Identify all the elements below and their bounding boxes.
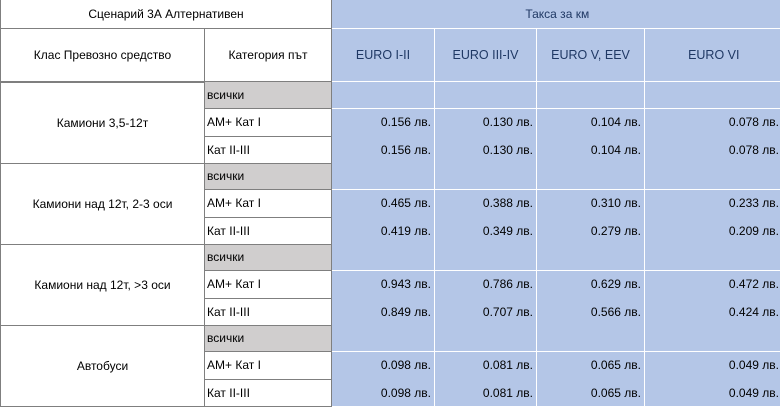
vehicle-class-header: Клас Превозно средство [1,28,205,81]
fee-value-cell: 0.156 лв. [332,136,435,163]
fee-value-cell [645,325,780,351]
euro-header: EURO I-II [332,28,435,81]
fee-value-cell: 0.310 лв. [537,189,645,217]
fee-value-cell: 0.130 лв. [435,136,537,163]
road-category-cell: всички [205,244,332,270]
road-category-cell: Кат II-III [205,217,332,244]
fee-value-cell: 0.049 лв. [645,351,780,379]
fee-value-cell: 0.098 лв. [332,379,435,406]
road-category-cell: Кат II-III [205,379,332,406]
vehicle-class-cell: Камиони над 12т, >3 оси [1,244,205,325]
road-category-header: Категория път [205,28,332,81]
fee-value-cell [435,244,537,270]
fee-value-cell: 0.065 лв. [537,379,645,406]
fee-value-cell: 0.156 лв. [332,108,435,136]
road-category-cell: АМ+ Кат I [205,270,332,298]
road-category-cell: всички [205,82,332,108]
fee-value-cell: 0.849 лв. [332,298,435,325]
fee-value-cell [537,244,645,270]
fee-title: Такса за км [332,0,780,28]
fee-value-cell: 0.209 лв. [645,217,780,244]
fee-value-cell: 0.472 лв. [645,270,780,298]
vehicle-class-cell: Автобуси [1,325,205,406]
fee-table [0,0,780,82]
road-category-cell: АМ+ Кат I [205,108,332,136]
table-row [1,244,780,270]
table-row [1,82,780,108]
fee-value-cell: 0.233 лв. [645,189,780,217]
fee-value-cell [537,163,645,189]
fee-value-cell: 0.424 лв. [645,298,780,325]
fee-value-cell: 0.629 лв. [537,270,645,298]
euro-header: EURO V, EEV [537,28,645,81]
fee-value-cell: 0.465 лв. [332,189,435,217]
road-category-cell: всички [205,163,332,189]
fee-value-cell [645,163,780,189]
fee-value-cell [645,244,780,270]
road-category-cell: Кат II-III [205,136,332,163]
euro-header: EURO VI [645,28,780,81]
fee-value-cell [645,82,780,108]
vehicle-class-cell: Камиони 3,5-12т [1,82,205,163]
fee-value-cell: 0.104 лв. [537,108,645,136]
fee-value-cell: 0.130 лв. [435,108,537,136]
fee-value-cell: 0.349 лв. [435,217,537,244]
road-category-cell: Кат II-III [205,298,332,325]
table-row [1,325,780,351]
fee-value-cell: 0.419 лв. [332,217,435,244]
fee-value-cell: 0.065 лв. [537,351,645,379]
fee-value-cell: 0.943 лв. [332,270,435,298]
fee-value-cell: 0.098 лв. [332,351,435,379]
fee-value-cell [435,82,537,108]
fee-value-cell [332,163,435,189]
fee-value-cell: 0.049 лв. [645,379,780,406]
fee-value-cell [537,82,645,108]
fee-value-cell: 0.707 лв. [435,298,537,325]
fee-value-cell [332,244,435,270]
fee-value-cell [435,163,537,189]
fee-table-body [0,82,780,407]
fee-value-cell [537,325,645,351]
fee-value-cell [332,82,435,108]
fee-value-cell: 0.081 лв. [435,379,537,406]
euro-header: EURO III-IV [435,28,537,81]
fee-value-cell: 0.279 лв. [537,217,645,244]
vehicle-class-cell: Камиони над 12т, 2-3 оси [1,163,205,244]
road-category-cell: АМ+ Кат I [205,189,332,217]
fee-value-cell: 0.388 лв. [435,189,537,217]
fee-value-cell [332,325,435,351]
fee-value-cell: 0.566 лв. [537,298,645,325]
fee-value-cell: 0.104 лв. [537,136,645,163]
fee-value-cell: 0.081 лв. [435,351,537,379]
fee-value-cell: 0.078 лв. [645,108,780,136]
fee-value-cell [435,325,537,351]
road-category-cell: всички [205,325,332,351]
fee-value-cell: 0.078 лв. [645,136,780,163]
fee-value-cell: 0.786 лв. [435,270,537,298]
road-category-cell: АМ+ Кат I [205,351,332,379]
table-row [1,163,780,189]
scenario-title: Сценарий 3А Алтернативен [1,0,332,28]
